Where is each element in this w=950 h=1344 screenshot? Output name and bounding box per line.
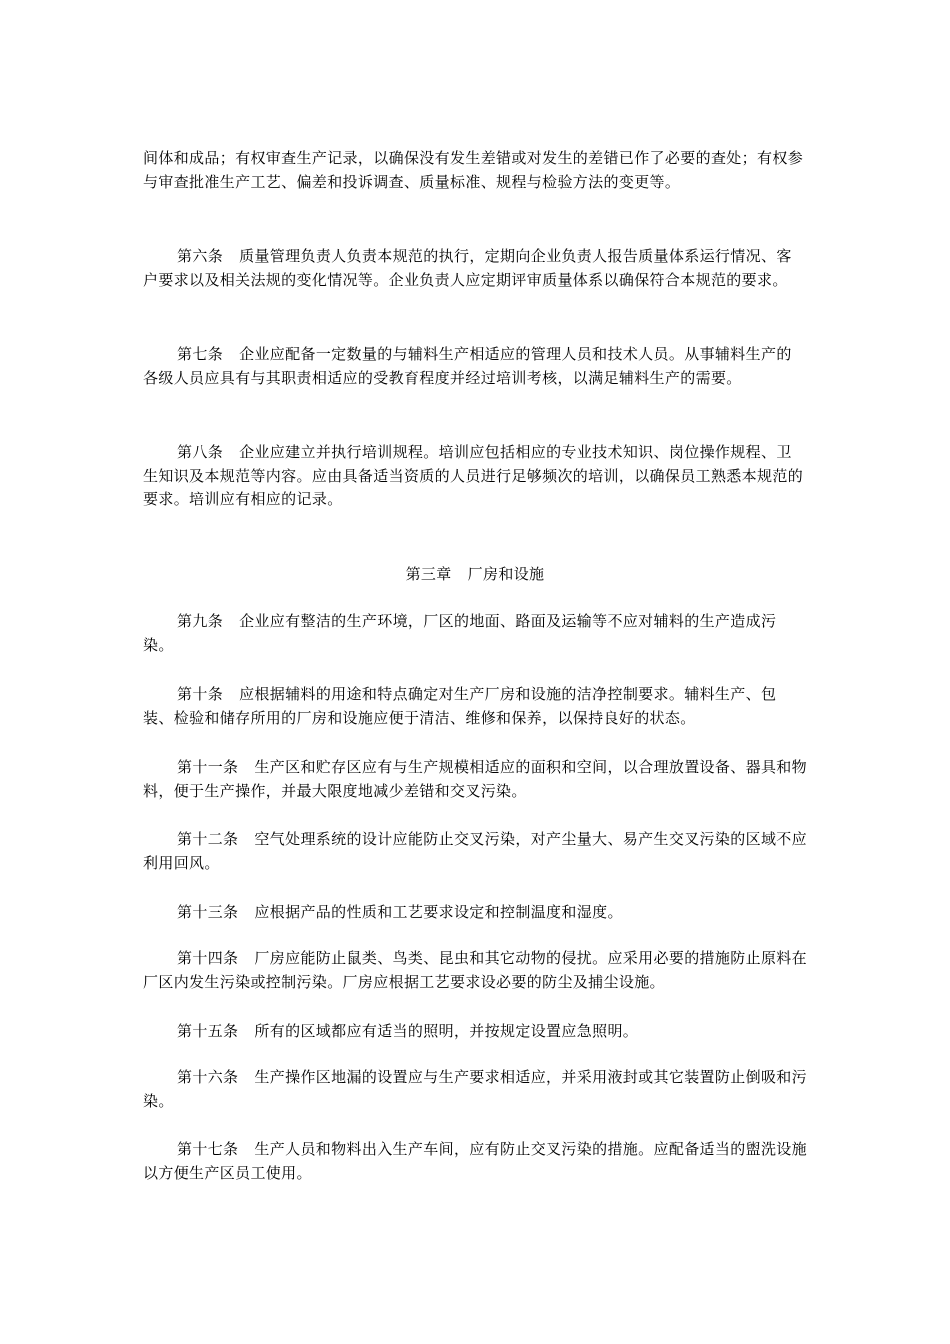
article-11 [143,756,807,803]
article-label: 第十六条 [177,1068,239,1086]
article-label: 第六条 [177,247,224,265]
article-text: 生产人员和物料出入生产车间，应有防止交叉污染的措施。应配备适当的盥洗设施以方便生产区员工使用。 [143,1140,808,1182]
article-label: 第十条 [177,685,224,703]
article-text: 空气处理系统的设计应能防止交叉污染，对产尘量大、易产生交叉污染的区域不应利用回风。 [143,830,808,872]
article-text: 生产操作区地漏的设置应与生产要求相适应，并采用液封或其它装置防止倒吸和污染。 [143,1068,808,1110]
continuation-paragraph: 间体和成品；有权审查生产记录，以确保没有发生差错或对发生的差错已作了必要的查处；有权参与审查批准生产工艺、偏差和投诉调查、质量标准、规程与检验方法的变更等。 [143,149,804,191]
article-text: 厂房应能防止鼠类、鸟类、昆虫和其它动物的侵扰。应采用必要的措施防止原料在厂区内发生污染或控制污染。厂房应根据工艺要求设必要的防尘及捕尘设施。 [143,949,808,991]
article-17 [143,1138,807,1185]
article-label: 第十一条 [177,758,239,776]
article-text: 企业应建立并执行培训规程。培训应包括相应的专业技术知识、岗位操作规程、卫生知识及本规范等内容。应由具备适当资质的人员进行足够频次的培训，以确保员工熟悉本规范的要求。培训应有相应的记录。 [143,443,804,508]
article-label: 第十二条 [177,830,239,848]
chapter-title: 厂房和设施 [467,565,545,583]
article-label: 第八条 [177,443,224,461]
article-16 [143,1066,807,1113]
article-text: 应根据产品的性质和工艺要求设定和控制温度和湿度。 [254,903,623,921]
article-text: 企业应有整洁的生产环境，厂区的地面、路面及运输等不应对辅料的生产造成污染。 [143,612,777,654]
article-7 [143,343,807,390]
article-label: 第十四条 [177,949,239,967]
article-text: 所有的区域都应有适当的照明，并按规定设置应急照明。 [254,1022,639,1040]
article-13 [143,901,807,925]
article-text: 质量管理负责人负责本规范的执行，定期向企业负责人报告质量体系运行情况、客户要求以及相关法规的变化情况等。企业负责人应定期评审质量体系以确保符合本规范的要求。 [143,247,792,289]
chapter-label: 第三章 [405,565,452,583]
article-6 [143,245,807,292]
article-label: 第十三条 [177,903,239,921]
article-12 [143,828,807,875]
chapter-heading [143,563,807,587]
article-14 [143,947,807,994]
article-text: 企业应配备一定数量的与辅料生产相适应的管理人员和技术人员。从事辅料生产的各级人员应具有与其职责相适应的受教育程度并经过培训考核，以满足辅料生产的需要。 [143,345,792,387]
article-label: 第七条 [177,345,224,363]
article-8 [143,441,807,512]
article-15 [143,1020,807,1044]
article-9 [143,610,807,657]
article-label: 第九条 [177,612,224,630]
article-label: 第十五条 [177,1022,239,1040]
article-label: 第十七条 [177,1140,239,1158]
article-text: 生产区和贮存区应有与生产规模相适应的面积和空间，以合理放置设备、器具和物料，便于生产操作，并最大限度地减少差错和交叉污染。 [143,758,808,800]
article-10 [143,683,807,730]
article-text: 应根据辅料的用途和特点确定对生产厂房和设施的洁净控制要求。辅料生产、包装、检验和储存所用的厂房和设施应便于清洁、维修和保养，以保持良好的状态。 [143,685,777,727]
